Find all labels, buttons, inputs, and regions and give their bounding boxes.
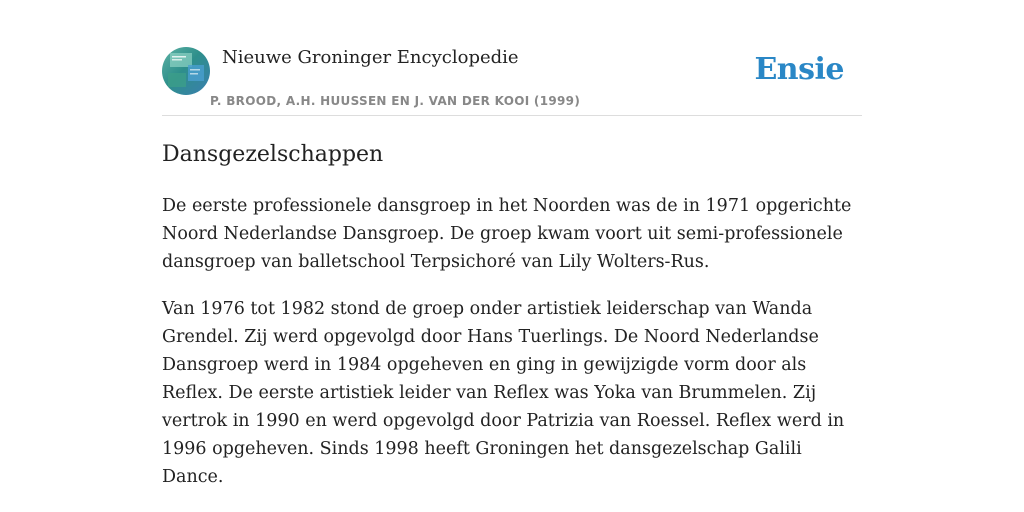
ensie-logo[interactable]: Ensie (754, 52, 844, 87)
paragraph-2: Van 1976 tot 1982 stond de groep onder artistiek leiderschap van Wanda Grendel. Zij werd opgevolgd door Hans Tuerlings. De Noord Nederlandse Dansgroep werd in 1984 opgeheven en ging in gewijzigde vorm door als Reflex. De eerste artistiek leider van Reflex was Yoka van Brummelen. Zij vertrok in 1990 en werd opgevolgd door Patrizia van Roessel. Reflex werd in 1996 opgeheven. Sinds 1998 heeft Groningen het dansgezelschap Galili Dance. (162, 299, 845, 487)
book-authors: P. BROOD, A.H. HUUSSEN EN J. VAN DER KOOI (1999) (210, 94, 581, 108)
article-body (162, 192, 862, 491)
article-title: Dansgezelschappen (162, 142, 384, 167)
paragraph-1: De eerste professionele dansgroep in het Noorden was de in 1971 opgerichte Noord Nederlandse Dansgroep. De groep kwam voort uit semi-professionele dansgroep van balletschool Terpsichoré van Lily Wolters-Rus. (162, 196, 852, 272)
book-title[interactable]: Nieuwe Groninger Encyclopedie (222, 47, 519, 68)
book-cover-icon[interactable] (162, 47, 210, 95)
article-card (162, 40, 862, 510)
book-header (162, 40, 862, 116)
